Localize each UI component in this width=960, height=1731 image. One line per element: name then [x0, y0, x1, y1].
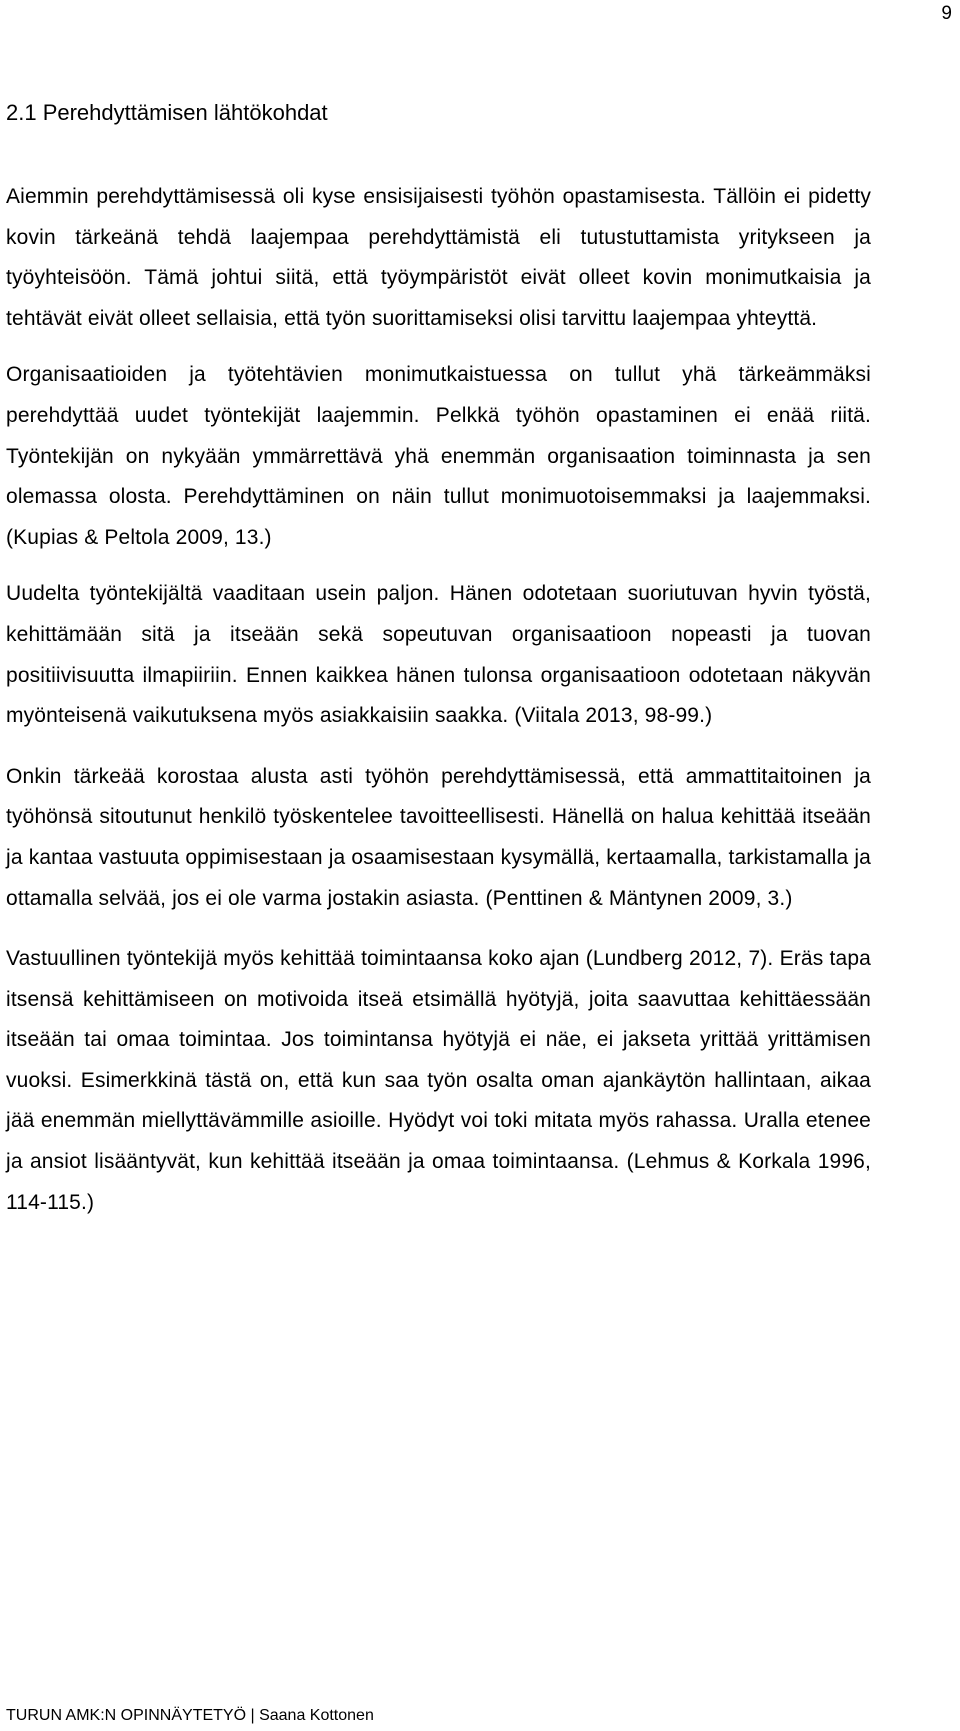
- page-number: 9: [941, 3, 952, 24]
- paragraph: Onkin tärkeää korostaa alusta asti työhön perehdyttämisessä, että ammattitaitoinen ja työhönsä sitoutunut henkilö työskentelee tavoitteellisesti. Hänellä on halua kehittää itseään ja kantaa vastuuta oppimisestaan ja osaamisestaan kysymällä, kertaamalla, tarkistamalla ja ottamalla selvää, jos ei ole varma jostakin asiasta. (Penttinen & Mäntynen 2009, 3.): [6, 764, 871, 910]
- paragraph: Vastuullinen työntekijä myös kehittää toimintaansa koko ajan (Lundberg 2012, 7). Eräs tapa itsensä kehittämiseen on motivoida itseä etsimällä hyötyjä, joita saavuttaa kehittäessään itseään tai omaa toimintaa. Jos toimintansa hyötyjä ei näe, ei jakseta yrittää yrittämisen vuoksi. Esimerkkinä tästä on, että kun saa työn osalta oman ajankäytön hallintaan, aikaa jää enemmän miellyttävämmille asioille. Hyödyt voi toki mitata myös rahassa. Uralla etenee ja ansiot lisääntyvät, kun kehittää itseään ja omaa toimintaansa. (Lehmus & Korkala 1996, 114-115.): [6, 947, 871, 1214]
- page-footer: TURUN AMK:N OPINNÄYTETYÖ | Saana Kottonen: [6, 1707, 374, 1724]
- paragraph: Uudelta työntekijältä vaaditaan usein paljon. Hänen odotetaan suoriutuvan hyvin työstä, kehittämään sitä ja itseään sekä sopeutuvan organisaatioon nopeasti ja tuovan positiivisuutta ilmapiiriin. Ennen kaikkea hänen tulonsa organisaatioon odotetaan näkyvän myönteisenä vaikutuksena myös asiakkaisiin saakka. (Viitala 2013, 98-99.): [6, 582, 871, 728]
- body-text: [6, 177, 871, 1223]
- paragraph: Organisaatioiden ja työtehtävien monimutkaistuessa on tullut yhä tärkeämmäksi perehdyttää uudet työntekijät laajemmin. Pelkkä työhön opastaminen ei enää riitä. Työntekijän on nykyään ymmärrettävä yhä enemmän organisaation toiminnasta ja sen olemassa olosta. Perehdyttäminen on näin tullut monimuotoisemmaksi ja laajemmaksi. (Kupias & Peltola 2009, 13.): [6, 363, 871, 549]
- section-heading: 2.1 Perehdyttämisen lähtökohdat: [6, 100, 328, 125]
- paragraph: Aiemmin perehdyttämisessä oli kyse ensisijaisesti työhön opastamisesta. Tällöin ei pidetty kovin tärkeänä tehdä laajempaa perehdyttämistä eli tutustuttamista yritykseen ja työyhteisöön. Tämä johtui siitä, että työympäristöt eivät olleet kovin monimutkaisia ja tehtävät eivät olleet sellaisia, että työn suorittamiseksi olisi tarvittu laajempaa yhteyttä.: [6, 185, 871, 330]
